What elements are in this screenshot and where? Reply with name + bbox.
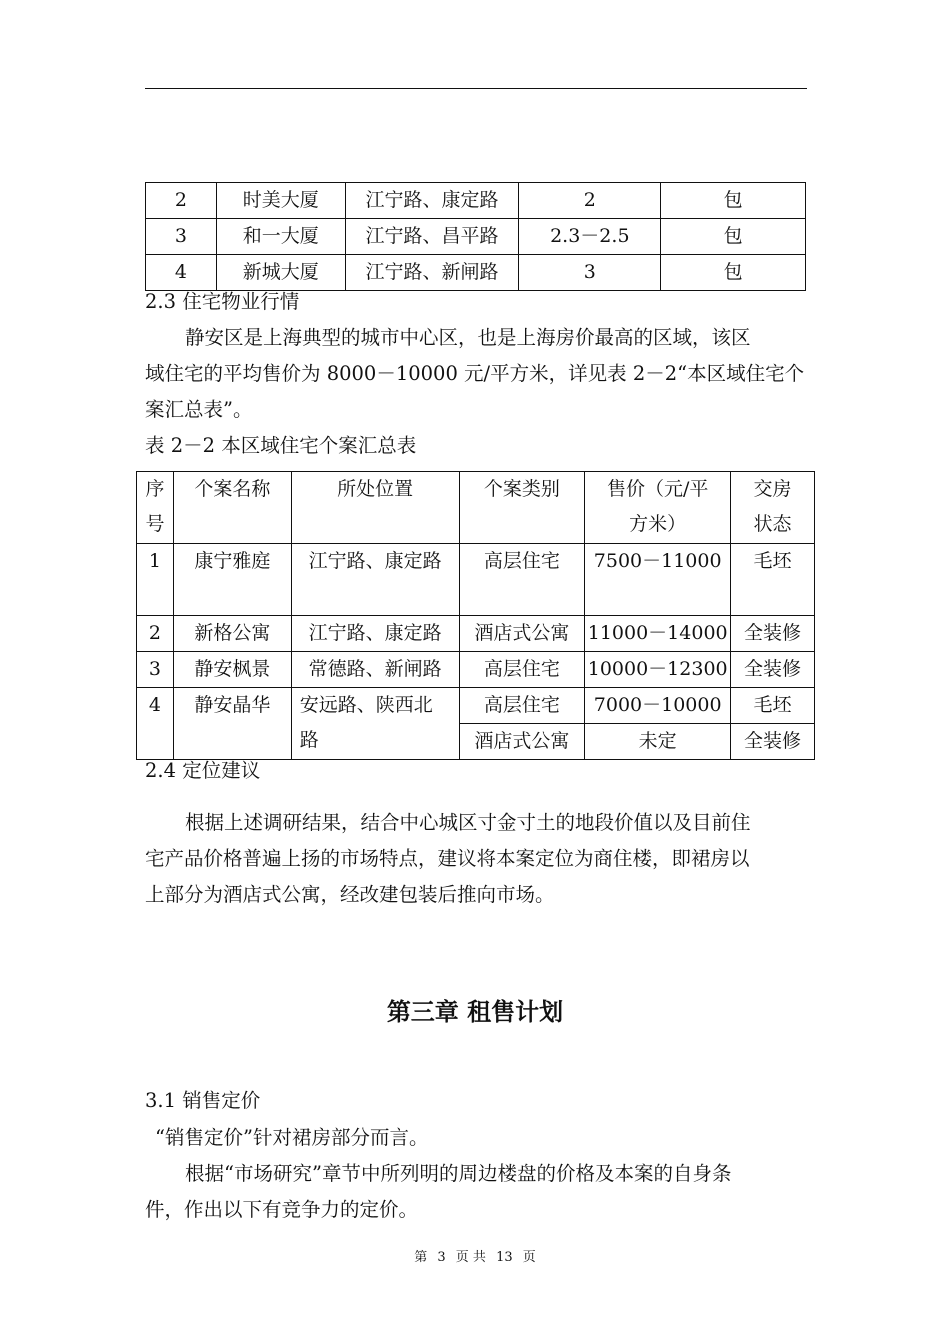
table-cell: 全装修 xyxy=(731,616,815,652)
table-cell: 4 xyxy=(137,688,174,760)
page-footer xyxy=(0,1246,950,1265)
header-rule xyxy=(145,88,807,89)
footer-page-number: 3 xyxy=(437,1250,446,1265)
table-cell: 康宁雅庭 xyxy=(173,544,291,616)
table-cell: 新城大厦 xyxy=(216,255,345,291)
table-cell: 酒店式公寓 xyxy=(459,616,585,652)
header-cell-price: 售价（元/平 方米） xyxy=(585,472,731,544)
section-heading-3-1: 3.1 销售定价 xyxy=(145,1089,261,1112)
table-cell: 酒店式公寓 xyxy=(459,724,585,760)
table-cell: 静安枫景 xyxy=(173,652,291,688)
table-header-row xyxy=(137,472,815,544)
table-cell: 全装修 xyxy=(731,724,815,760)
header-cell-name: 个案名称 xyxy=(173,472,291,544)
table-cell: 江宁路、康定路 xyxy=(291,544,459,616)
paragraph-line: 根据“市场研究”章节中所列明的周边楼盘的价格及本案的自身条 xyxy=(185,1162,732,1185)
table-cell: 江宁路、康定路 xyxy=(345,183,519,219)
paragraph-line: 上部分为酒店式公寓，经改建包装后推向市场。 xyxy=(145,883,555,906)
table-cell: 毛坯 xyxy=(731,544,815,616)
table-caption: 表 2－2 本区域住宅个案汇总表 xyxy=(145,434,417,457)
table-cell: 7000－10000 xyxy=(585,688,731,724)
section-heading-2-3: 2.3 住宅物业行情 xyxy=(145,290,300,313)
footer-mid: 页 共 xyxy=(455,1250,486,1265)
table-cell: 江宁路、康定路 xyxy=(291,616,459,652)
header-cell-type: 个案类别 xyxy=(459,472,585,544)
table-cell: 高层住宅 xyxy=(459,652,585,688)
table-cell: 包 xyxy=(661,183,806,219)
table-cell: 2 xyxy=(519,183,661,219)
paragraph-line: 域住宅的平均售价为 8000－10000 元/平方米，详见表 2－2“本区域住宅个 xyxy=(145,362,805,385)
residential-case-table xyxy=(136,471,815,760)
table-cell: 2 xyxy=(137,616,174,652)
paragraph-line: “销售定价”针对裙房部分而言。 xyxy=(155,1126,429,1149)
table-cell: 7500－11000 xyxy=(585,544,731,616)
footer-suffix: 页 xyxy=(522,1250,536,1265)
table-row xyxy=(137,652,815,688)
table-cell: 3 xyxy=(137,652,174,688)
paragraph-line: 宅产品价格普遍上扬的市场特点，建议将本案定位为商住楼，即裙房以 xyxy=(145,847,750,870)
table-row xyxy=(146,183,806,219)
table-cell: 和一大厦 xyxy=(216,219,345,255)
table-row xyxy=(137,688,815,724)
table-cell: 包 xyxy=(661,255,806,291)
office-building-table xyxy=(145,182,806,291)
table-cell: 高层住宅 xyxy=(459,544,585,616)
chapter-title: 第三章 租售计划 xyxy=(386,998,564,1026)
table-cell: 毛坯 xyxy=(731,688,815,724)
table-cell: 2.3－2.5 xyxy=(519,219,661,255)
paragraph-line: 件，作出以下有竞争力的定价。 xyxy=(145,1198,419,1221)
header-cell-delivery: 交房 状态 xyxy=(731,472,815,544)
table-cell: 2 xyxy=(146,183,217,219)
table-cell: 10000－12300 xyxy=(585,652,731,688)
table-cell: 常德路、新闸路 xyxy=(291,652,459,688)
footer-prefix: 第 xyxy=(414,1250,428,1265)
table-cell: 江宁路、昌平路 xyxy=(345,219,519,255)
footer-total-pages: 13 xyxy=(496,1250,513,1265)
table-row xyxy=(146,219,806,255)
header-cell-location: 所处位置 xyxy=(291,472,459,544)
table-cell: 1 xyxy=(137,544,174,616)
table-cell: 3 xyxy=(146,219,217,255)
table-cell: 包 xyxy=(661,219,806,255)
table-row xyxy=(137,616,815,652)
paragraph-line: 根据上述调研结果，结合中心城区寸金寸土的地段价值以及目前住 xyxy=(185,811,751,834)
table-cell: 3 xyxy=(519,255,661,291)
section-heading-2-4: 2.4 定位建议 xyxy=(145,759,261,782)
table-cell: 时美大厦 xyxy=(216,183,345,219)
header-cell-no: 序 号 xyxy=(137,472,174,544)
table-cell: 安远路、陕西北 路 xyxy=(291,688,459,760)
table-cell: 高层住宅 xyxy=(459,688,585,724)
table-cell: 全装修 xyxy=(731,652,815,688)
table-cell: 新格公寓 xyxy=(173,616,291,652)
table-cell: 江宁路、新闸路 xyxy=(345,255,519,291)
table-cell: 静安晶华 xyxy=(173,688,291,760)
table-cell: 11000－14000 xyxy=(585,616,731,652)
table-cell: 4 xyxy=(146,255,217,291)
paragraph-line: 静安区是上海典型的城市中心区，也是上海房价最高的区域，该区 xyxy=(185,326,751,349)
table-cell: 未定 xyxy=(585,724,731,760)
paragraph-line: 案汇总表”。 xyxy=(145,398,253,421)
table-row xyxy=(137,544,815,616)
